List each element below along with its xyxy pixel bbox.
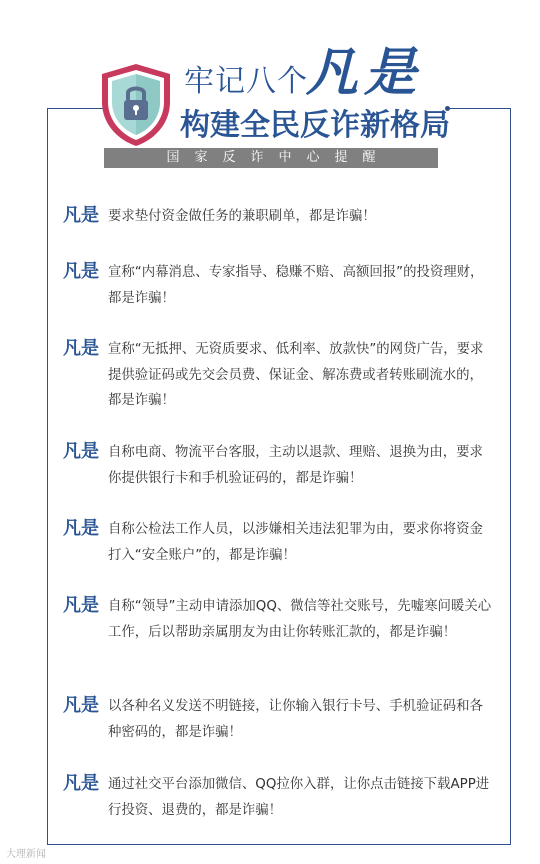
item-text: 自称公检法工作人员，以涉嫌相关违法犯罪为由，要求你将资金打入“安全账户”的，都是诈骗！ [108, 522, 483, 563]
item-text: 自称“领导”主动申请添加QQ、微信等社交账号，先嘘寒问暖关心工作，后以帮助亲属朋友为由让你转账汇款的，都是诈骗！ [108, 599, 492, 640]
header-line2: 构建全民反诈新格局 [180, 108, 450, 143]
watermark: 大理新闻 [6, 849, 46, 860]
item-label: 凡是 [63, 338, 99, 359]
item-label: 凡是 [63, 261, 99, 282]
subtitle-banner: 国家反诈中心提醒 [104, 148, 438, 168]
frame-top-right-line [448, 108, 510, 109]
header-fan-shi: 凡是 [306, 42, 423, 103]
item-label: 凡是 [63, 441, 99, 462]
shield-lock-icon [100, 62, 172, 148]
item-label: 凡是 [63, 773, 99, 794]
item-text: 要求垫付资金做任务的兼职刷单，都是诈骗！ [108, 209, 376, 224]
item-label: 凡是 [63, 695, 99, 716]
header-line1: 牢记八个 [184, 64, 308, 99]
item-label: 凡是 [63, 518, 99, 539]
item-label: 凡是 [63, 205, 99, 226]
item-text: 以各种名义发送不明链接，让你输入银行卡号、手机验证码和各种密码的，都是诈骗！ [108, 699, 483, 740]
item-text: 宣称“无抵押、无资质要求、低利率、放款快”的网贷广告，要求提供验证码或先交会员费、保证金、解冻费或者转账刷流水的，都是诈骗！ [108, 342, 484, 408]
item-text: 通过社交平台添加微信、QQ拉你入群，让你点击链接下载APP进行投资、退费的，都是诈骗！ [108, 777, 490, 818]
item-text: 宣称“内幕消息、专家指导、稳赚不赔、高额回报”的投资理财，都是诈骗！ [108, 265, 484, 306]
item-label: 凡是 [63, 595, 99, 616]
item-text: 自称电商、物流平台客服，主动以退款、理赔、退换为由，要求你提供银行卡和手机验证码的，都是诈骗！ [108, 445, 483, 486]
